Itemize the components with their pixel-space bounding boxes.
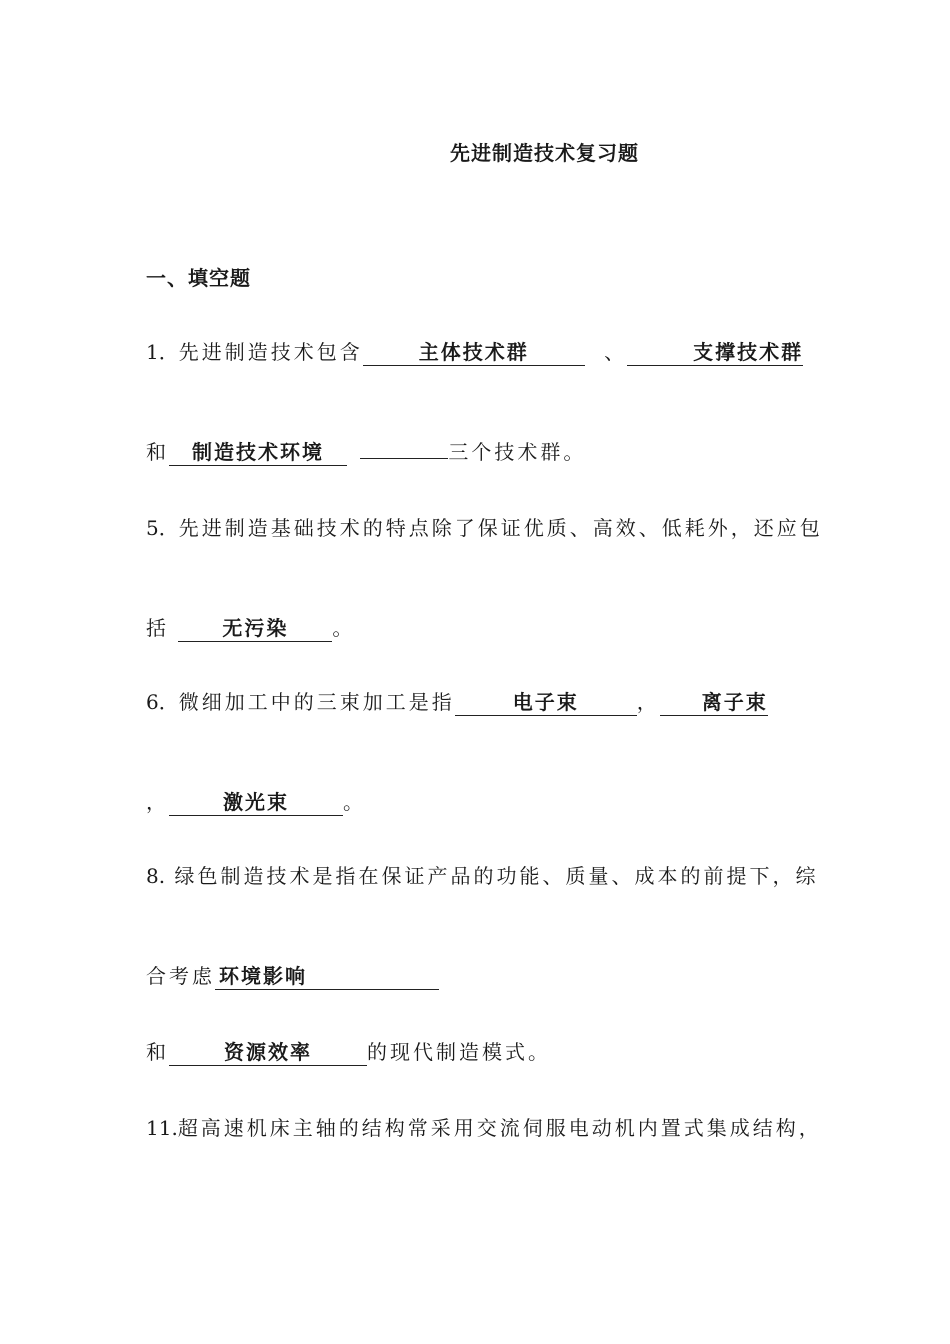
answer-blank: 制造技术环境 [169,439,347,466]
question-text: 合考虑 [146,964,215,988]
question-text: 和 [146,1040,169,1064]
question-6-line-1 [146,688,768,716]
question-text: 。 [343,790,366,814]
question-8-line-2 [146,962,439,990]
question-8-line-1 [146,862,818,890]
question-text: 括 [146,616,169,640]
question-text: 三个技术群。 [448,440,587,464]
question-1-line-2 [146,438,586,466]
question-text: 和 [146,440,169,464]
question-number: 6． [146,690,179,714]
question-6-line-2 [146,788,366,816]
question-number: 1． [146,340,179,364]
question-text: 先进制造基础技术的特点除了保证优质、高效、低耗外，还应包 [178,516,823,540]
answer-blank: 环境影响 [215,963,439,990]
answer-blank: 离子束 [660,689,768,716]
separator: 、 [604,340,628,364]
question-11-line-1 [146,1114,822,1142]
question-text: ， [146,790,169,814]
question-text: 微细加工中的三束加工是指 [178,690,455,714]
answer-blank: 主体技术群 [363,339,585,366]
question-text: 超高速机床主轴的结构常采用交流伺服电动机内置式集成结构， [177,1116,822,1140]
question-5-line-1 [146,514,823,542]
answer-blank-extension [360,458,448,459]
page-title: 先进制造技术复习题 [450,141,639,165]
answer-blank: 激光束 [169,789,343,816]
question-5-line-2 [146,614,355,642]
question-number: 8. [146,864,166,888]
question-number: 11. [146,1116,178,1140]
answer-blank: 支撑技术群 [627,339,803,366]
section-heading: 一、填空题 [146,266,251,290]
question-1-line-1 [146,338,803,366]
separator: ， [636,690,660,714]
question-text: 。 [332,616,356,640]
question-8-line-3 [146,1038,551,1066]
answer-blank: 无污染 [178,615,332,642]
answer-blank: 电子束 [455,689,637,716]
question-text: 绿色制造技术是指在保证产品的功能、质量、成本的前提下，综 [174,864,819,888]
question-text: 先进制造技术包含 [178,340,363,364]
question-number: 5． [146,516,179,540]
question-text: 的现代制造模式。 [367,1040,551,1064]
answer-blank: 资源效率 [169,1039,367,1066]
